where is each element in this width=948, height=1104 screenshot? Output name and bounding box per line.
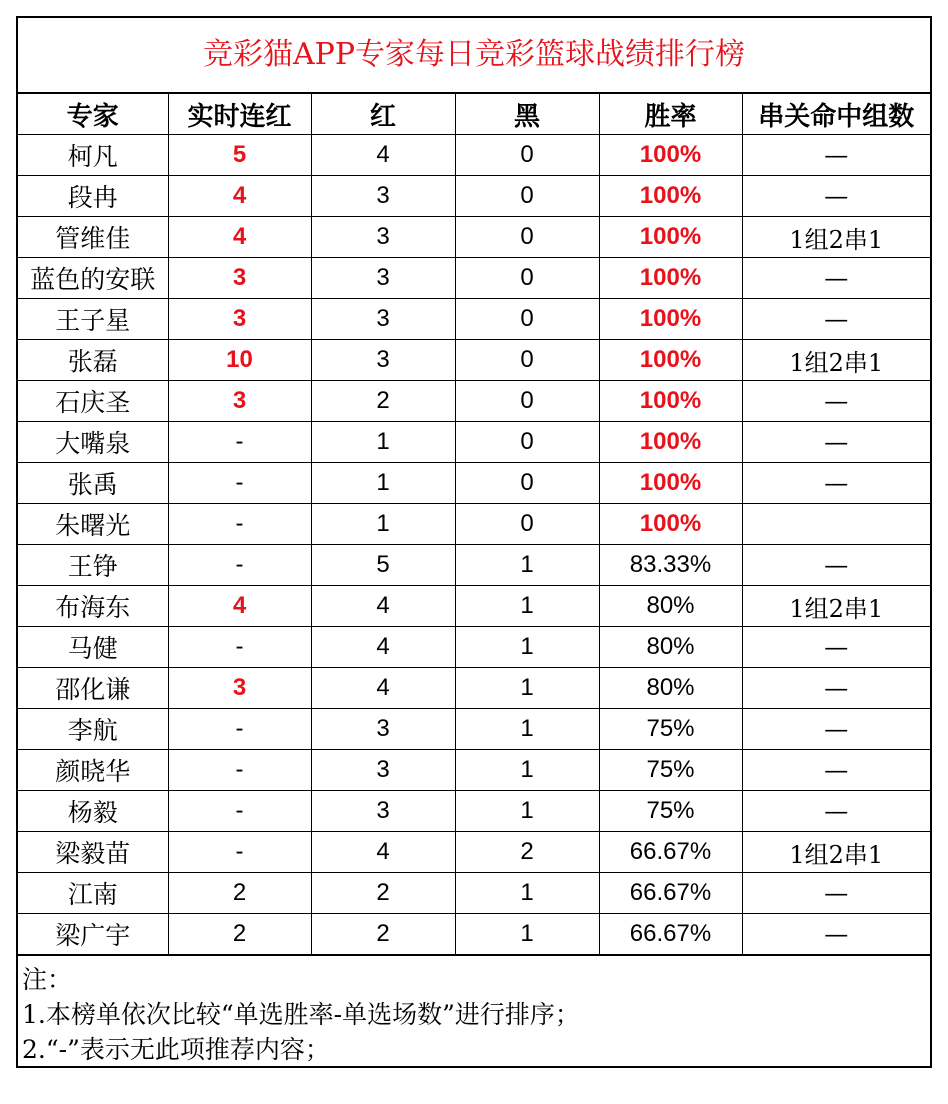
win-rate-cell: 75% — [599, 750, 742, 791]
parlay-hits-cell: — — [742, 914, 930, 956]
table-row — [18, 381, 930, 422]
streak-cell: 10 — [168, 340, 311, 381]
streak-cell: 2 — [168, 914, 311, 956]
parlay-hits-cell: — — [742, 381, 930, 422]
table-row — [18, 627, 930, 668]
streak-cell: - — [168, 422, 311, 463]
expert-name-cell: 张禹 — [18, 463, 168, 504]
note-line-1: 1.本榜单依次比较“单选胜率-单选场数”进行排序； — [22, 1000, 580, 1029]
black-count-cell: 1 — [455, 873, 599, 914]
black-count-cell: 2 — [455, 832, 599, 873]
table-row — [18, 463, 930, 504]
win-rate-cell: 100% — [599, 258, 742, 299]
expert-name-cell: 朱曙光 — [18, 504, 168, 545]
red-count-cell: 4 — [311, 832, 455, 873]
red-count-cell: 3 — [311, 340, 455, 381]
table-row — [18, 299, 930, 340]
win-rate-cell: 66.67% — [599, 914, 742, 956]
header-expert: 专家 — [18, 94, 168, 135]
black-count-cell: 1 — [455, 627, 599, 668]
expert-name-cell: 管维佳 — [18, 217, 168, 258]
win-rate-cell: 66.67% — [599, 873, 742, 914]
black-count-cell: 1 — [455, 914, 599, 956]
table-row — [18, 832, 930, 873]
streak-cell: 2 — [168, 873, 311, 914]
table-row — [18, 873, 930, 914]
black-count-cell: 1 — [455, 791, 599, 832]
red-count-cell: 4 — [311, 668, 455, 709]
streak-cell: - — [168, 463, 311, 504]
black-count-cell: 1 — [455, 586, 599, 627]
parlay-hits-cell: — — [742, 545, 930, 586]
black-count-cell: 0 — [455, 258, 599, 299]
streak-cell: 3 — [168, 668, 311, 709]
parlay-hits-cell: — — [742, 135, 930, 176]
red-count-cell: 3 — [311, 709, 455, 750]
win-rate-cell: 100% — [599, 381, 742, 422]
win-rate-cell: 80% — [599, 586, 742, 627]
expert-name-cell: 布海东 — [18, 586, 168, 627]
streak-cell: - — [168, 504, 311, 545]
parlay-hits-cell: — — [742, 791, 930, 832]
expert-name-cell: 梁广宇 — [18, 914, 168, 956]
table-row — [18, 914, 930, 956]
red-count-cell: 4 — [311, 586, 455, 627]
win-rate-cell: 100% — [599, 217, 742, 258]
header-black: 黑 — [455, 94, 599, 135]
black-count-cell: 0 — [455, 340, 599, 381]
expert-name-cell: 蓝色的安联 — [18, 258, 168, 299]
red-count-cell: 1 — [311, 422, 455, 463]
win-rate-cell: 75% — [599, 709, 742, 750]
table-row — [18, 709, 930, 750]
streak-cell: - — [168, 627, 311, 668]
parlay-hits-cell: — — [742, 750, 930, 791]
parlay-hits-cell: 1组2串1 — [742, 586, 930, 627]
table-row — [18, 791, 930, 832]
expert-name-cell: 大嘴泉 — [18, 422, 168, 463]
red-count-cell: 2 — [311, 873, 455, 914]
red-count-cell: 2 — [311, 381, 455, 422]
red-count-cell: 4 — [311, 135, 455, 176]
win-rate-cell: 100% — [599, 135, 742, 176]
page-title: 竞彩猫APP专家每日竞彩篮球战绩排行榜 — [18, 18, 930, 94]
expert-name-cell: 李航 — [18, 709, 168, 750]
expert-name-cell: 柯凡 — [18, 135, 168, 176]
header-win-rate: 胜率 — [599, 94, 742, 135]
win-rate-cell: 100% — [599, 504, 742, 545]
black-count-cell: 0 — [455, 135, 599, 176]
streak-cell: - — [168, 545, 311, 586]
red-count-cell: 3 — [311, 299, 455, 340]
table-row — [18, 422, 930, 463]
black-count-cell: 1 — [455, 545, 599, 586]
win-rate-cell: 100% — [599, 340, 742, 381]
expert-name-cell: 石庆圣 — [18, 381, 168, 422]
parlay-hits-cell: — — [742, 299, 930, 340]
table-row — [18, 340, 930, 381]
streak-cell: 4 — [168, 217, 311, 258]
header-row — [18, 94, 930, 135]
win-rate-cell: 83.33% — [599, 545, 742, 586]
table-row — [18, 258, 930, 299]
win-rate-cell: 80% — [599, 627, 742, 668]
expert-name-cell: 马健 — [18, 627, 168, 668]
table-row — [18, 668, 930, 709]
red-count-cell: 5 — [311, 545, 455, 586]
streak-cell: - — [168, 750, 311, 791]
red-count-cell: 2 — [311, 914, 455, 956]
table-row — [18, 217, 930, 258]
notes — [18, 956, 930, 1066]
expert-name-cell: 邵化谦 — [18, 668, 168, 709]
streak-cell: 4 — [168, 176, 311, 217]
parlay-hits-cell: — — [742, 176, 930, 217]
streak-cell: - — [168, 709, 311, 750]
table-row — [18, 545, 930, 586]
expert-name-cell: 杨毅 — [18, 791, 168, 832]
black-count-cell: 0 — [455, 176, 599, 217]
parlay-hits-cell: — — [742, 627, 930, 668]
red-count-cell: 3 — [311, 750, 455, 791]
streak-cell: 3 — [168, 381, 311, 422]
parlay-hits-cell: — — [742, 873, 930, 914]
streak-cell: - — [168, 791, 311, 832]
win-rate-cell: 100% — [599, 463, 742, 504]
black-count-cell: 1 — [455, 709, 599, 750]
black-count-cell: 0 — [455, 381, 599, 422]
notes-heading: 注： — [22, 965, 73, 994]
win-rate-cell: 100% — [599, 422, 742, 463]
header-streak: 实时连红 — [168, 94, 311, 135]
parlay-hits-cell: 1组2串1 — [742, 340, 930, 381]
red-count-cell: 3 — [311, 791, 455, 832]
parlay-hits-cell: — — [742, 668, 930, 709]
parlay-hits-cell: 1组2串1 — [742, 832, 930, 873]
expert-name-cell: 张磊 — [18, 340, 168, 381]
black-count-cell: 0 — [455, 217, 599, 258]
red-count-cell: 3 — [311, 258, 455, 299]
win-rate-cell: 100% — [599, 299, 742, 340]
black-count-cell: 0 — [455, 463, 599, 504]
expert-name-cell: 颜晓华 — [18, 750, 168, 791]
header-red: 红 — [311, 94, 455, 135]
table-row — [18, 750, 930, 791]
expert-name-cell: 王子星 — [18, 299, 168, 340]
red-count-cell: 1 — [311, 504, 455, 545]
red-count-cell: 4 — [311, 627, 455, 668]
red-count-cell: 1 — [311, 463, 455, 504]
streak-cell: 3 — [168, 299, 311, 340]
streak-cell: 4 — [168, 586, 311, 627]
table-row — [18, 176, 930, 217]
table-row — [18, 135, 930, 176]
expert-name-cell: 王铮 — [18, 545, 168, 586]
expert-name-cell: 梁毅苗 — [18, 832, 168, 873]
win-rate-cell: 100% — [599, 176, 742, 217]
parlay-hits-cell: — — [742, 422, 930, 463]
parlay-hits-cell: — — [742, 463, 930, 504]
red-count-cell: 3 — [311, 176, 455, 217]
black-count-cell: 1 — [455, 668, 599, 709]
ranking-table — [18, 94, 930, 956]
note-line-2: 2.“-”表示无此项推荐内容； — [22, 1035, 330, 1064]
header-parlay-hits: 串关命中组数 — [742, 94, 930, 135]
win-rate-cell: 66.67% — [599, 832, 742, 873]
streak-cell: - — [168, 832, 311, 873]
ranking-sheet — [16, 16, 932, 1068]
parlay-hits-cell: 1组2串1 — [742, 217, 930, 258]
black-count-cell: 0 — [455, 422, 599, 463]
black-count-cell: 1 — [455, 750, 599, 791]
win-rate-cell: 80% — [599, 668, 742, 709]
win-rate-cell: 75% — [599, 791, 742, 832]
parlay-hits-cell — [742, 504, 930, 545]
streak-cell: 3 — [168, 258, 311, 299]
table-row — [18, 586, 930, 627]
black-count-cell: 0 — [455, 504, 599, 545]
streak-cell: 5 — [168, 135, 311, 176]
parlay-hits-cell: — — [742, 709, 930, 750]
expert-name-cell: 江南 — [18, 873, 168, 914]
parlay-hits-cell: — — [742, 258, 930, 299]
red-count-cell: 3 — [311, 217, 455, 258]
expert-name-cell: 段冉 — [18, 176, 168, 217]
black-count-cell: 0 — [455, 299, 599, 340]
table-row — [18, 504, 930, 545]
